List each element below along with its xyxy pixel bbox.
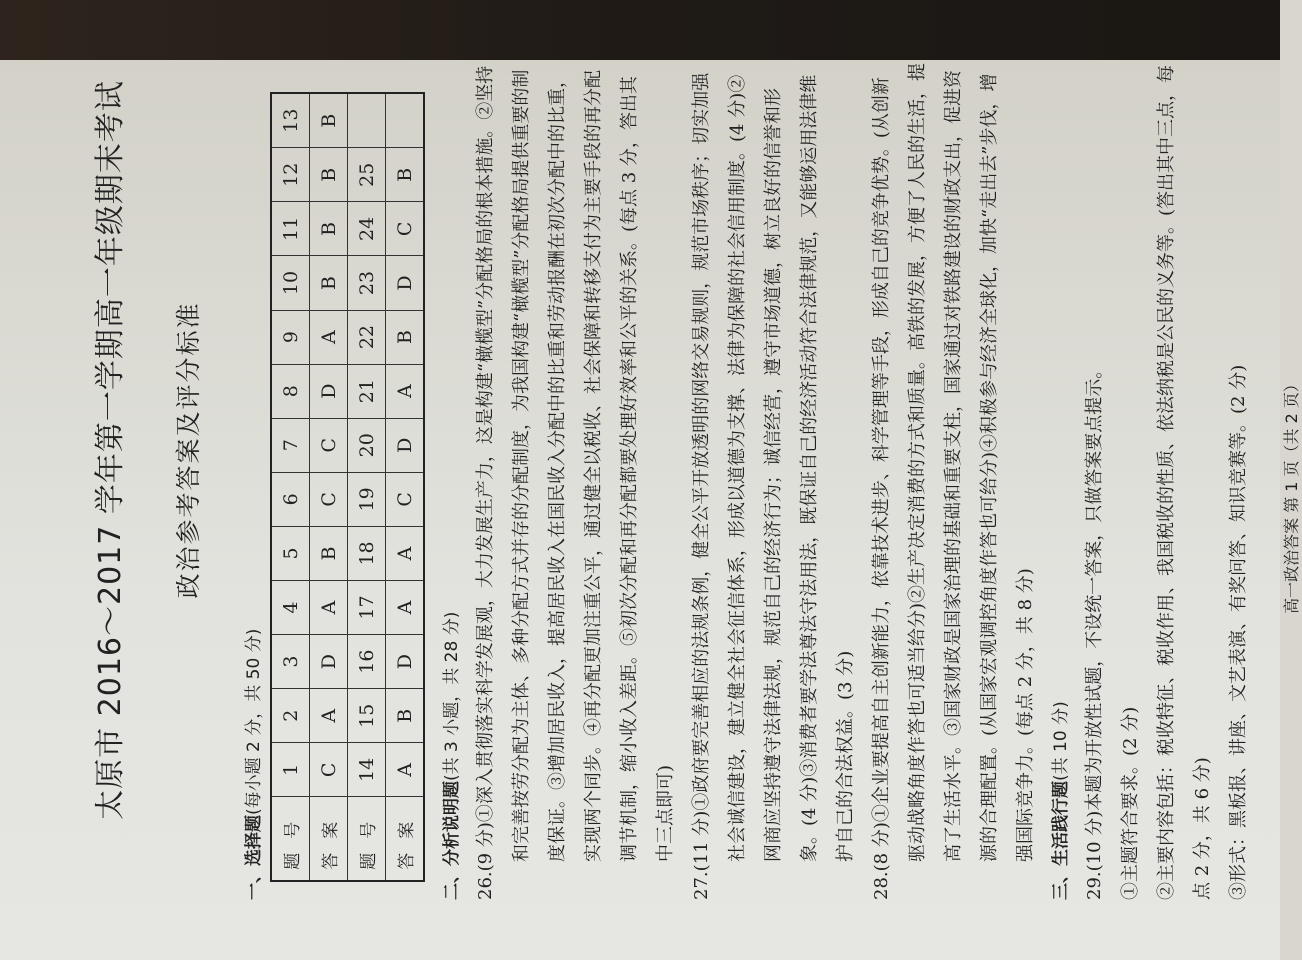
answer-cell: A	[310, 310, 348, 364]
document-title: 太原市 2016～2017 学年第一学期高一年级期末考试	[93, 80, 128, 820]
question-28-number: 28.(8 分)	[871, 822, 892, 900]
question-number-cell: 14	[348, 743, 386, 797]
answer-sheet-page	[0, 60, 1301, 960]
question-27-answer	[684, 60, 864, 900]
section-2-title: 二、分析说明题	[442, 781, 462, 900]
document-subtitle: 政治参考答案及评分标准	[174, 301, 203, 599]
question-number-cell: 8	[271, 364, 310, 418]
question-number-cell: 7	[271, 418, 310, 472]
question-number-row	[348, 93, 386, 881]
row-label: 答案	[310, 797, 348, 881]
answer-cell: A	[386, 580, 425, 634]
answer-cell: B	[386, 689, 425, 743]
question-29-point-1: ①主题符合要求。(2 分)	[1120, 706, 1141, 900]
question-number-cell: 11	[271, 202, 310, 256]
answer-cell: B	[310, 202, 348, 256]
question-number-cell: 9	[271, 310, 310, 364]
section-1-title: 一、选择题	[244, 815, 264, 900]
section-3-heading	[1046, 60, 1071, 900]
answer-cell	[386, 93, 425, 148]
answer-cell: C	[310, 418, 348, 472]
question-number-cell: 21	[348, 364, 386, 418]
answer-cell: C	[386, 202, 425, 256]
question-number-cell: 12	[271, 148, 310, 202]
answer-cell: A	[386, 364, 425, 418]
question-number-cell: 20	[348, 418, 386, 472]
section-1-heading	[239, 60, 264, 900]
answer-cell: B	[310, 148, 348, 202]
answer-cell: C	[386, 472, 425, 526]
section-1-note: (每小题 2 分，共 50 分)	[244, 628, 264, 815]
question-26-text: ①深入贯彻落实科学发展观，大力发展生产力，这是构建“橄榄型”分配格局的根本措施。②坚持和完善按劳分配为主体、多种分配方式并存的分配制度，为我国构建“橄榄型”分配格局提供重要的制度保证。③增加居民收入，提高居民收入在国民收入分配中的比重和劳动报酬在初次分配中的比重，实现两个同步。④再分配更加注重公平，通过健全以税收、社会保障和转移支付为主要手段的再分配调节机制，缩小收入差距。⑤初次分配和再分配都要处理好效率和公平的关系。(每点 3 分，答出其中三点即可)	[475, 65, 676, 862]
question-number-cell: 2	[271, 689, 310, 743]
answer-cell: B	[310, 93, 348, 148]
question-number-cell: 23	[348, 256, 386, 310]
page-footer: 高一政治答案 第 1 页（共 2 页）	[1282, 376, 1301, 614]
answer-row	[310, 93, 348, 881]
section-3-note: (共 10 分)	[1051, 701, 1071, 781]
question-29-point-2: ②主要内容包括：税收特征、税收作用、我国税收的性质、依法纳税是公民的义务等。(答出其中三点，每点 2 分，共 6 分)	[1156, 64, 1213, 900]
question-27-number: 27.(11 分)	[691, 810, 712, 900]
question-29-point-3: ③形式：黑板报、讲座、文艺表演、有奖问答、知识竞赛等。(2 分)	[1228, 364, 1249, 900]
question-number-cell: 5	[271, 526, 310, 580]
section-2-heading	[437, 60, 462, 900]
question-26-number: 26.(9 分)	[475, 822, 496, 900]
question-number-cell: 10	[271, 256, 310, 310]
multiple-choice-answer-table	[270, 92, 425, 882]
question-28-text: ①企业要提高自主创新能力，依靠技术进步、科学管理等手段，形成自己的竞争优势。(从创新驱动战略角度作答也可适当给分)②生产决定消费的方式和质量。高铁的发展，方便了人民的生活，提高了生活水平。③国家财政是国家治理的基础和重要支柱，国家通过对铁路建设的财政支出，促进资源的合理配置。(从国家宏观调控角度作答也可给分)④积极参与经济全球化，加快“走出去”步伐，增强国际竞争力。(每点 2 分，共 8 分)	[871, 62, 1036, 862]
question-number-cell: 24	[348, 202, 386, 256]
question-29-intro-text: 本题为开放性试题，不设统一答案，只做答案要点提示。	[1084, 360, 1105, 811]
answer-cell: A	[386, 526, 425, 580]
row-label: 答案	[386, 797, 425, 881]
answer-row	[386, 93, 425, 881]
answer-cell: D	[386, 256, 425, 310]
question-number-cell: 19	[348, 472, 386, 526]
answer-cell: B	[386, 310, 425, 364]
question-number-cell	[348, 93, 386, 148]
answer-cell: D	[310, 364, 348, 418]
question-number-cell: 1	[271, 743, 310, 797]
answer-cell: B	[310, 526, 348, 580]
question-number-cell: 4	[271, 580, 310, 634]
question-number-cell: 25	[348, 148, 386, 202]
answer-cell: D	[310, 635, 348, 689]
question-number-cell: 13	[271, 93, 310, 148]
answer-cell: C	[310, 472, 348, 526]
answer-cell: B	[386, 148, 425, 202]
question-number-cell: 18	[348, 526, 386, 580]
question-27-text: ①政府要完善相应的法规条例，健全公平开放透明的网络交易规则，规范市场秩序；切实加强社会诚信建设，建立健全社会征信体系，形成以道德为支撑、法律为保障的社会信用制度。(4 分)②网商应坚持遵守法律法规，规范自己的经济行为；诚信经营，遵守市场道德，树立良好的信誉和形象。(4 分)③消费者要学法尊法守法用法，既保证自己的经济活动符合法律规范，又能够运用法律维护自己的合法权益。(3 分)	[691, 72, 856, 862]
question-number-cell: 22	[348, 310, 386, 364]
answer-cell: D	[386, 418, 425, 472]
answer-cell: A	[386, 743, 425, 797]
question-number-cell: 6	[271, 472, 310, 526]
dark-background	[0, 0, 1280, 62]
row-label: 题号	[348, 797, 386, 881]
answer-cell: C	[310, 743, 348, 797]
section-3-title: 三、生活践行题	[1051, 781, 1071, 900]
answer-cell: A	[310, 580, 348, 634]
answer-cell: B	[310, 256, 348, 310]
question-29-intro	[1077, 60, 1113, 900]
question-number-cell: 3	[271, 635, 310, 689]
question-number-cell: 15	[348, 689, 386, 743]
question-29-number: 29.(10 分)	[1084, 810, 1105, 900]
question-number-row	[271, 93, 310, 881]
row-label: 题号	[271, 797, 310, 881]
answer-cell: A	[310, 689, 348, 743]
question-number-cell: 17	[348, 580, 386, 634]
answer-cell: D	[386, 635, 425, 689]
question-26-answer	[468, 60, 684, 900]
section-2-note: (共 3 小题，共 28 分)	[442, 611, 462, 781]
question-28-answer	[864, 60, 1044, 900]
question-number-cell: 16	[348, 635, 386, 689]
